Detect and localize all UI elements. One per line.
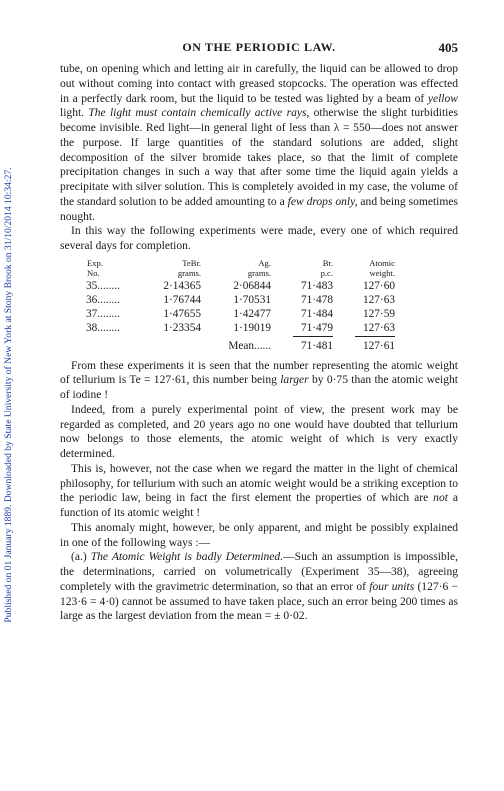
- table-row: 38........ 1·23354 1·19019 71·479 127·63: [86, 322, 395, 335]
- mean-row: [60, 339, 458, 353]
- paragraph-2: In this way the following experiments were made, every one of which required several days for completion.: [60, 225, 458, 252]
- table-row: 35........ 2·14365 2·06844 71·483 127·60: [86, 279, 395, 292]
- header-tebr: TeBr.: [182, 257, 201, 268]
- header-ag: Ag.: [258, 257, 271, 268]
- header-atomic-unit: weight.: [369, 268, 395, 279]
- header-ag-unit: grams.: [247, 268, 271, 279]
- running-title: ON THE PERIODIC LAW.: [182, 40, 336, 54]
- mean-atomic-weight: 127·61: [362, 339, 395, 352]
- paragraph-7: (a.) The Atomic Weight is badly Determined.—Such an assumption is impossible, the determinations, carried on volumetrically (Experiment 35—38), agreeing completely with the gravimetric determination, so that an error of four units (127·6 − 123·6 = 4·0) cannot be assumed to have taken place, such an error being 200 times as large as the largest deviation from the mean = ± 0·02.: [60, 551, 459, 623]
- paragraph-6: This anomaly might, however, be only apparent, and might be possibly explained in one of the following ways :—: [60, 521, 458, 549]
- header-atomic: Atomic: [369, 257, 395, 268]
- mean-label: Mean......: [228, 339, 271, 352]
- paragraph-4: Indeed, from a purely experimental point of view, the present work may be regarded as completed, and 20 years ago no one would have doubted that tellurium now belongs to those elements, the atomic weight of which is very exactly determined.: [60, 403, 458, 461]
- publication-watermark: [2, 0, 16, 791]
- watermark-text: Published on 01 January 1889. Downloaded by State University of New York at Stony Brook on 31/10/2014 10:34:27.: [3, 167, 14, 623]
- header-tebr-unit: grams.: [177, 268, 201, 279]
- results-table: [60, 258, 458, 353]
- paragraph-5: This is, however, not the case when we regard the matter in the light of chemical philosophy, for tellurium with such an atomic weight would be a striking exception to the periodic law, being in fact the first element the properties of which are not a function of its atomic weight !: [60, 462, 458, 520]
- table-row: 37........ 1·47655 1·42477 71·484 127·59: [86, 308, 395, 321]
- header-exp-unit: No.: [87, 268, 100, 279]
- header-br-unit: p.c.: [320, 268, 333, 279]
- table-row: 36........ 1·76744 1·70531 71·478 127·63: [86, 293, 395, 306]
- header-br: Br.: [322, 257, 333, 268]
- paragraph-3: From these experiments it is seen that the number representing the atomic weight of tellurium is Te = 127·61, this number being larger by 0·75 than the atomic weight of iodine !: [60, 359, 459, 402]
- page-body: [60, 40, 458, 624]
- table-header: [60, 258, 458, 279]
- page-number: 405: [438, 40, 458, 55]
- paragraph-1: tube, on opening which and letting air in carefully, the liquid can be allowed to drop out without coming into contact with greased stopcocks. The operation was effected in a perfectly dark room, but the liquid to be tested was lighted by a beam of yellow light. The light must contain chemically active rays, otherwise the slight turbidities become invisible. Red light—in general light of less than λ = 550—does not answer the purpose. If large quantities of the standard solutions are added, slight decomposition of the silver bromide takes place, so that the limit of complete precipitation changes in such a way that after some time the liquid again yields a precipitate with silver solution. This is completely avoided in my case, the volume of the standard solution to be added amounting to a few drops only, and being sometimes nought.: [60, 63, 458, 223]
- header-exp: Exp.: [87, 257, 103, 268]
- mean-br: 71·481: [300, 339, 333, 352]
- running-header: [60, 40, 458, 62]
